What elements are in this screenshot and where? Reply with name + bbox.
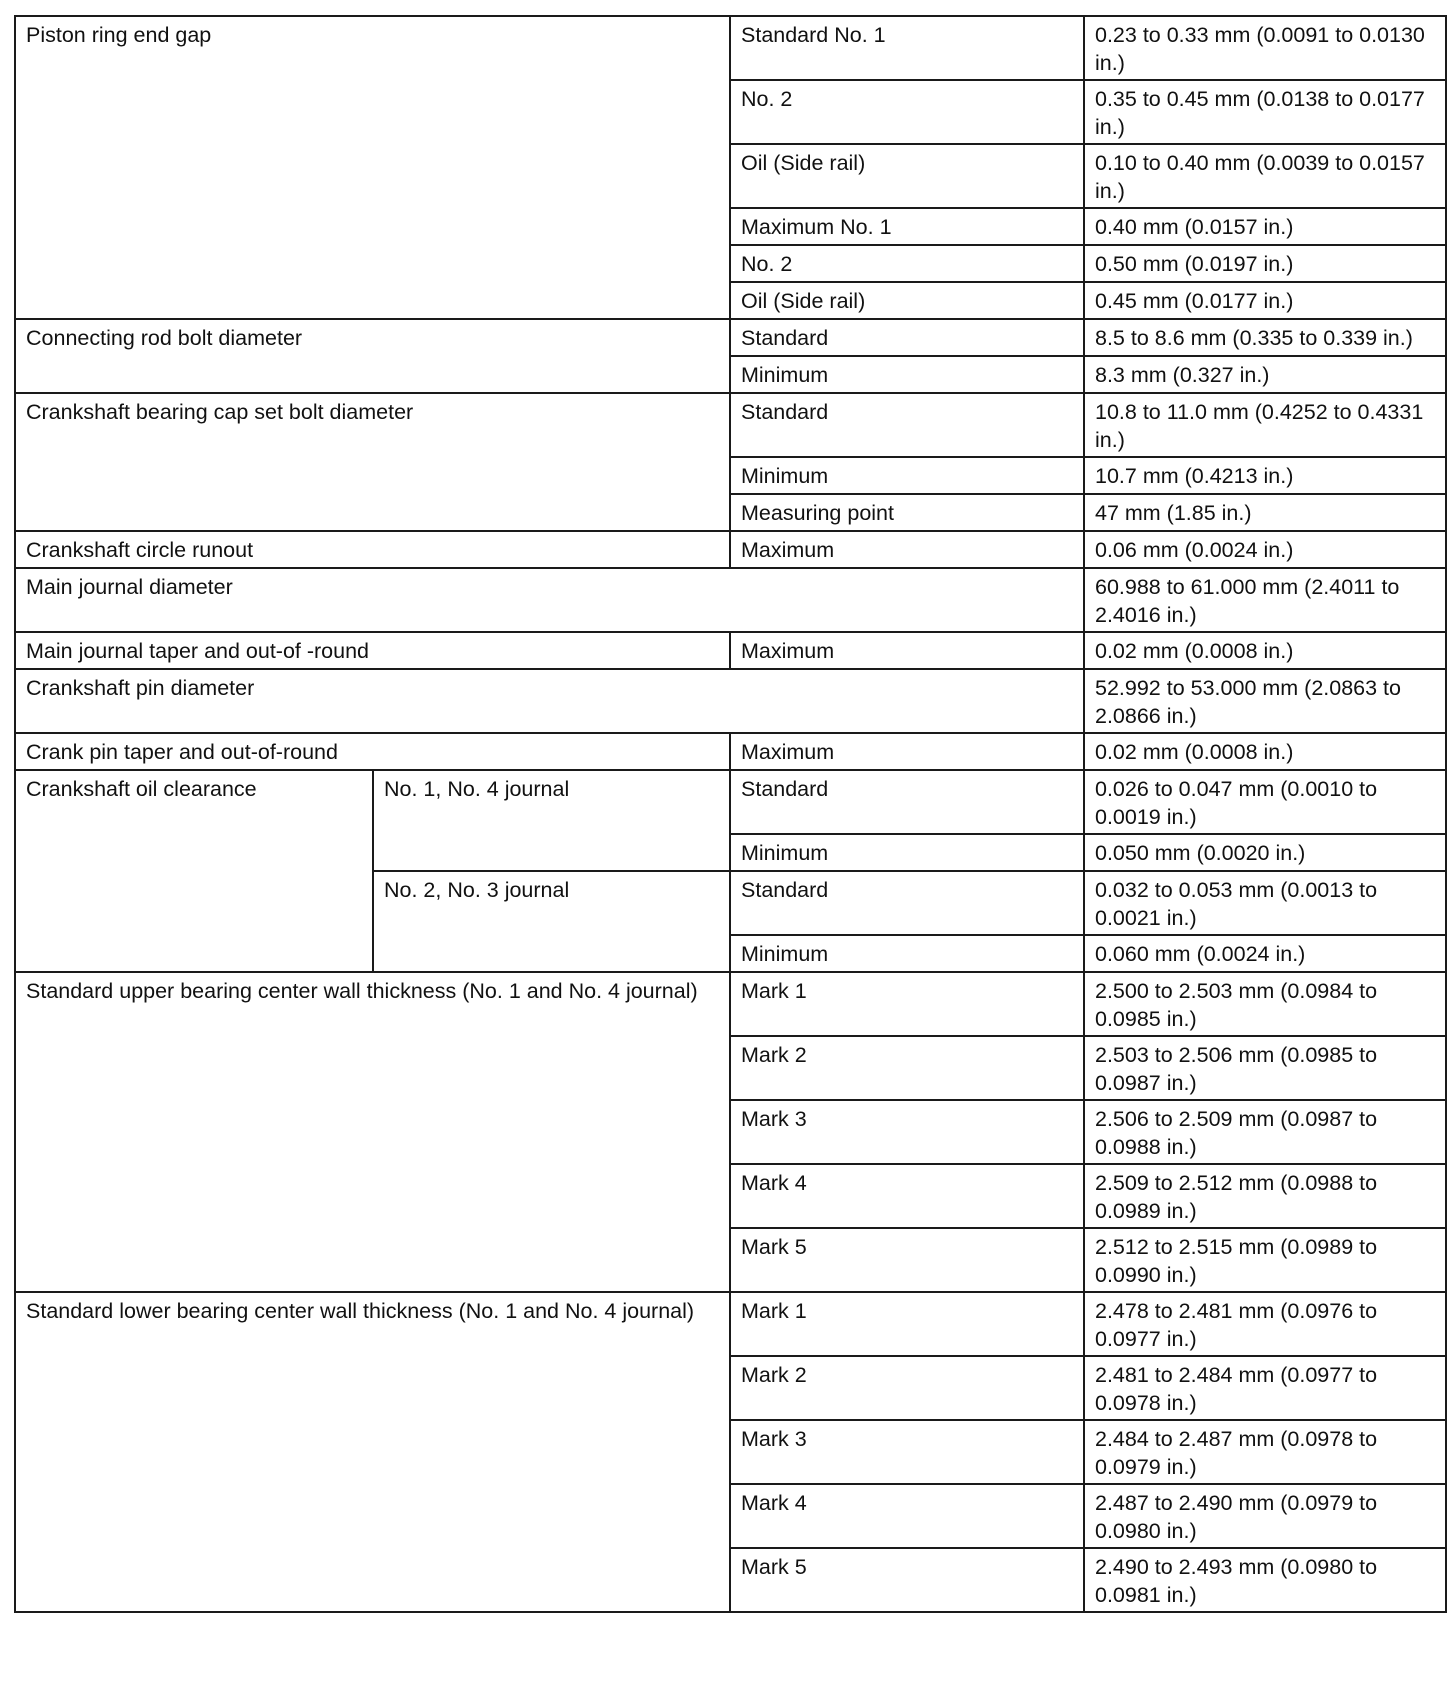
value-cell: 47 mm (1.85 in.)	[1084, 494, 1446, 531]
condition-cell: Oil (Side rail)	[730, 282, 1084, 319]
condition-cell: Minimum	[730, 935, 1084, 972]
value-cell: 2.487 to 2.490 mm (0.0979 to 0.0980 in.)	[1084, 1484, 1446, 1548]
condition-cell: No. 2	[730, 245, 1084, 282]
value-cell: 2.484 to 2.487 mm (0.0978 to 0.0979 in.)	[1084, 1420, 1446, 1484]
value-cell: 0.40 mm (0.0157 in.)	[1084, 208, 1446, 245]
value-cell: 0.50 mm (0.0197 in.)	[1084, 245, 1446, 282]
value-cell: 0.10 to 0.40 mm (0.0039 to 0.0157 in.)	[1084, 144, 1446, 208]
item-cell: Piston ring end gap	[15, 16, 730, 319]
condition-cell: Mark 3	[730, 1420, 1084, 1484]
table-row	[15, 319, 1446, 356]
condition-cell: Mark 2	[730, 1356, 1084, 1420]
value-cell: 0.02 mm (0.0008 in.)	[1084, 733, 1446, 770]
value-cell: 2.506 to 2.509 mm (0.0987 to 0.0988 in.)	[1084, 1100, 1446, 1164]
value-cell: 10.8 to 11.0 mm (0.4252 to 0.4331 in.)	[1084, 393, 1446, 457]
item-cell: Crankshaft oil clearance	[15, 770, 373, 972]
condition-cell: Mark 5	[730, 1228, 1084, 1292]
condition-cell: Standard	[730, 871, 1084, 935]
item-cell: Crankshaft circle runout	[15, 531, 730, 568]
value-cell: 0.026 to 0.047 mm (0.0010 to 0.0019 in.)	[1084, 770, 1446, 834]
table-row	[15, 669, 1446, 733]
value-cell: 2.500 to 2.503 mm (0.0984 to 0.0985 in.)	[1084, 972, 1446, 1036]
journal-cell: No. 2, No. 3 journal	[373, 871, 730, 972]
value-cell: 2.503 to 2.506 mm (0.0985 to 0.0987 in.)	[1084, 1036, 1446, 1100]
condition-cell: Maximum	[730, 632, 1084, 669]
condition-cell: Maximum No. 1	[730, 208, 1084, 245]
table-row	[15, 531, 1446, 568]
condition-cell: Oil (Side rail)	[730, 144, 1084, 208]
item-cell: Main journal diameter	[15, 568, 1084, 632]
condition-cell: Mark 4	[730, 1164, 1084, 1228]
condition-cell: No. 2	[730, 80, 1084, 144]
item-cell: Connecting rod bolt diameter	[15, 319, 730, 393]
value-cell: 2.481 to 2.484 mm (0.0977 to 0.0978 in.)	[1084, 1356, 1446, 1420]
value-cell: 2.509 to 2.512 mm (0.0988 to 0.0989 in.)	[1084, 1164, 1446, 1228]
value-cell: 2.490 to 2.493 mm (0.0980 to 0.0981 in.)	[1084, 1548, 1446, 1612]
table-row	[15, 568, 1446, 632]
table-row	[15, 632, 1446, 669]
table-row	[15, 393, 1446, 457]
condition-cell: Minimum	[730, 356, 1084, 393]
specifications-table	[14, 15, 1447, 1613]
value-cell: 60.988 to 61.000 mm (2.4011 to 2.4016 in.)	[1084, 568, 1446, 632]
condition-cell: Standard	[730, 770, 1084, 834]
table-row	[15, 733, 1446, 770]
item-cell: Standard upper bearing center wall thickness (No. 1 and No. 4 journal)	[15, 972, 730, 1292]
value-cell: 0.45 mm (0.0177 in.)	[1084, 282, 1446, 319]
value-cell: 0.23 to 0.33 mm (0.0091 to 0.0130 in.)	[1084, 16, 1446, 80]
condition-cell: Mark 5	[730, 1548, 1084, 1612]
value-cell: 2.478 to 2.481 mm (0.0976 to 0.0977 in.)	[1084, 1292, 1446, 1356]
condition-cell: Mark 2	[730, 1036, 1084, 1100]
table-row	[15, 972, 1446, 1036]
condition-cell: Mark 3	[730, 1100, 1084, 1164]
condition-cell: Mark 1	[730, 972, 1084, 1036]
condition-cell: Standard	[730, 393, 1084, 457]
value-cell: 0.032 to 0.053 mm (0.0013 to 0.0021 in.)	[1084, 871, 1446, 935]
item-cell: Main journal taper and out-of -round	[15, 632, 730, 669]
journal-cell: No. 1, No. 4 journal	[373, 770, 730, 871]
value-cell: 0.02 mm (0.0008 in.)	[1084, 632, 1446, 669]
value-cell: 52.992 to 53.000 mm (2.0863 to 2.0866 in.)	[1084, 669, 1446, 733]
condition-cell: Standard No. 1	[730, 16, 1084, 80]
condition-cell: Minimum	[730, 457, 1084, 494]
value-cell: 10.7 mm (0.4213 in.)	[1084, 457, 1446, 494]
value-cell: 2.512 to 2.515 mm (0.0989 to 0.0990 in.)	[1084, 1228, 1446, 1292]
value-cell: 0.060 mm (0.0024 in.)	[1084, 935, 1446, 972]
condition-cell: Minimum	[730, 834, 1084, 871]
value-cell: 8.3 mm (0.327 in.)	[1084, 356, 1446, 393]
item-cell: Standard lower bearing center wall thickness (No. 1 and No. 4 journal)	[15, 1292, 730, 1612]
item-cell: Crankshaft bearing cap set bolt diameter	[15, 393, 730, 531]
value-cell: 0.050 mm (0.0020 in.)	[1084, 834, 1446, 871]
value-cell: 0.35 to 0.45 mm (0.0138 to 0.0177 in.)	[1084, 80, 1446, 144]
table-row	[15, 1292, 1446, 1356]
table-row	[15, 770, 1446, 834]
condition-cell: Mark 1	[730, 1292, 1084, 1356]
condition-cell: Standard	[730, 319, 1084, 356]
item-cell: Crankshaft pin diameter	[15, 669, 1084, 733]
table-row	[15, 16, 1446, 80]
condition-cell: Measuring point	[730, 494, 1084, 531]
condition-cell: Maximum	[730, 733, 1084, 770]
condition-cell: Maximum	[730, 531, 1084, 568]
condition-cell: Mark 4	[730, 1484, 1084, 1548]
value-cell: 8.5 to 8.6 mm (0.335 to 0.339 in.)	[1084, 319, 1446, 356]
value-cell: 0.06 mm (0.0024 in.)	[1084, 531, 1446, 568]
item-cell: Crank pin taper and out-of-round	[15, 733, 730, 770]
